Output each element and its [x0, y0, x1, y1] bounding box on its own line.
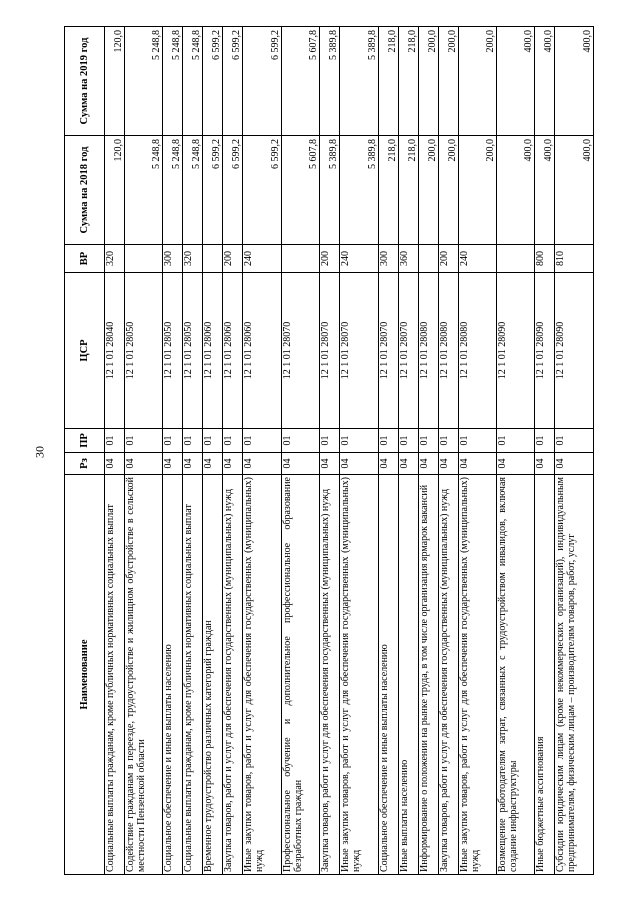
cell-rz: 04 [203, 453, 223, 475]
cell-name: Иные закупки товаров, работ и услуг для обеспечения государственных (муниципальных) нужд [243, 475, 281, 875]
header-sum-2019: Сумма на 2019 год [65, 27, 105, 136]
cell-pr: 01 [497, 429, 535, 453]
table-row [105, 27, 125, 875]
cell-vr: 300 [378, 245, 398, 273]
cell-pr: 01 [203, 429, 223, 453]
cell-rz: 04 [281, 453, 319, 475]
cell-pr: 01 [105, 429, 125, 453]
cell-sum-2019: 5 607,8 [281, 27, 319, 136]
cell-csr: 12 1 01 28050 [183, 273, 203, 429]
cell-pr: 01 [163, 429, 183, 453]
cell-sum-2018: 6 599,2 [223, 136, 243, 245]
cell-sum-2019: 218,0 [398, 27, 418, 136]
cell-csr: 12 1 01 28090 [555, 273, 594, 429]
cell-rz: 04 [125, 453, 163, 475]
cell-sum-2019: 5 248,8 [183, 27, 203, 136]
cell-rz: 04 [183, 453, 203, 475]
table-row [203, 27, 223, 875]
budget-table [64, 26, 594, 875]
cell-sum-2018: 120,0 [105, 136, 125, 245]
table-row [458, 27, 496, 875]
cell-sum-2018: 5 248,8 [125, 136, 163, 245]
cell-pr: 01 [555, 429, 594, 453]
cell-pr: 01 [183, 429, 203, 453]
cell-csr: 12 1 01 28080 [438, 273, 458, 429]
cell-vr: 240 [340, 245, 378, 273]
cell-sum-2018: 5 607,8 [281, 136, 319, 245]
cell-name: Информирование о положении на рынке труда, в том числе организация ярмарок вакансий [418, 475, 438, 875]
cell-name: Возмещение работодателям затрат, связанных с трудоустройством инвалидов, включая создание инфраструктуры [497, 475, 535, 875]
cell-name: Содействие гражданам в переезде, трудоустройстве и жилищном обустройстве в сельской местности Пензенской области [125, 475, 163, 875]
cell-sum-2018: 218,0 [378, 136, 398, 245]
cell-csr: 12 1 01 28080 [418, 273, 438, 429]
table-header-row [65, 27, 105, 875]
cell-vr: 810 [555, 245, 594, 273]
cell-csr: 12 1 01 28070 [398, 273, 418, 429]
table-row [378, 27, 398, 875]
table-row [497, 27, 535, 875]
cell-rz: 04 [418, 453, 438, 475]
cell-vr [203, 245, 223, 273]
cell-pr: 01 [398, 429, 418, 453]
table-row [163, 27, 183, 875]
cell-sum-2019: 6 599,2 [243, 27, 281, 136]
table-row [183, 27, 203, 875]
cell-name: Субсидии юридическим лицам (кроме некоммерческих организаций), индивидуальным предпринимателям, физическим лицам – производителям товаров, работ, услуг [555, 475, 594, 875]
cell-sum-2019: 200,0 [458, 27, 496, 136]
cell-rz: 04 [223, 453, 243, 475]
header-name: Наименование [65, 475, 105, 875]
cell-rz: 04 [458, 453, 496, 475]
cell-vr: 320 [105, 245, 125, 273]
cell-vr: 320 [183, 245, 203, 273]
cell-pr: 01 [125, 429, 163, 453]
table-row [438, 27, 458, 875]
cell-name: Профессиональное обучение и дополнительное профессиональное образование безработных граждан [281, 475, 319, 875]
header-sum-2018: Сумма на 2018 год [65, 136, 105, 245]
cell-rz: 04 [340, 453, 378, 475]
cell-csr: 12 1 01 28070 [340, 273, 378, 429]
cell-name: Иные закупки товаров, работ и услуг для обеспечения государственных (муниципальных) нужд [458, 475, 496, 875]
table-row [243, 27, 281, 875]
cell-sum-2019: 5 389,8 [320, 27, 340, 136]
cell-pr: 01 [223, 429, 243, 453]
table-row [535, 27, 555, 875]
cell-sum-2019: 6 599,2 [203, 27, 223, 136]
cell-pr: 01 [243, 429, 281, 453]
cell-sum-2019: 200,0 [418, 27, 438, 136]
cell-pr: 01 [458, 429, 496, 453]
cell-sum-2019: 400,0 [555, 27, 594, 136]
cell-vr: 200 [320, 245, 340, 273]
cell-name: Закупка товаров, работ и услуг для обеспечения государственных (муниципальных) нужд [438, 475, 458, 875]
cell-rz: 04 [438, 453, 458, 475]
cell-sum-2019: 6 599,2 [223, 27, 243, 136]
cell-sum-2019: 5 248,8 [163, 27, 183, 136]
cell-sum-2019: 400,0 [535, 27, 555, 136]
table-row [320, 27, 340, 875]
cell-csr: 12 1 01 28060 [203, 273, 223, 429]
cell-vr: 360 [398, 245, 418, 273]
cell-sum-2019: 5 389,8 [340, 27, 378, 136]
cell-vr: 240 [458, 245, 496, 273]
cell-vr [125, 245, 163, 273]
cell-name: Социальное обеспечение и иные выплаты населению [163, 475, 183, 875]
header-vr: ВР [65, 245, 105, 273]
page-number: 30 [32, 446, 47, 458]
cell-rz: 04 [378, 453, 398, 475]
cell-name: Закупка товаров, работ и услуг для обеспечения государственных (муниципальных) нужд [320, 475, 340, 875]
cell-pr: 01 [418, 429, 438, 453]
cell-rz: 04 [163, 453, 183, 475]
cell-csr: 12 1 01 28090 [497, 273, 535, 429]
cell-name: Временное трудоустройство различных категорий граждан [203, 475, 223, 875]
cell-vr [418, 245, 438, 273]
cell-name: Социальные выплаты гражданам, кроме публичных нормативных социальных выплат [105, 475, 125, 875]
header-pr: ПР [65, 429, 105, 453]
cell-vr: 200 [223, 245, 243, 273]
cell-sum-2019: 5 248,8 [125, 27, 163, 136]
cell-vr: 200 [438, 245, 458, 273]
cell-rz: 04 [320, 453, 340, 475]
cell-sum-2019: 120,0 [105, 27, 125, 136]
table-row [555, 27, 594, 875]
table-row [340, 27, 378, 875]
table-row [418, 27, 438, 875]
cell-name: Закупка товаров, работ и услуг для обеспечения государственных (муниципальных) нужд [223, 475, 243, 875]
cell-sum-2018: 400,0 [555, 136, 594, 245]
cell-name: Иные бюджетные ассигнования [535, 475, 555, 875]
cell-pr: 01 [438, 429, 458, 453]
cell-csr: 12 1 01 28050 [163, 273, 183, 429]
cell-sum-2018: 5 389,8 [320, 136, 340, 245]
table-row [125, 27, 163, 875]
cell-name: Иные закупки товаров, работ и услуг для обеспечения государственных (муниципальных) нужд [340, 475, 378, 875]
cell-pr: 01 [281, 429, 319, 453]
cell-sum-2018: 200,0 [458, 136, 496, 245]
header-csr: ЦСР [65, 273, 105, 429]
cell-sum-2018: 6 599,2 [203, 136, 223, 245]
cell-pr: 01 [378, 429, 398, 453]
cell-pr: 01 [535, 429, 555, 453]
cell-csr: 12 1 01 28040 [105, 273, 125, 429]
cell-name: Социальные выплаты гражданам, кроме публичных нормативных социальных выплат [183, 475, 203, 875]
cell-sum-2018: 6 599,2 [243, 136, 281, 245]
cell-csr: 12 1 01 28070 [378, 273, 398, 429]
cell-sum-2019: 218,0 [378, 27, 398, 136]
cell-vr: 300 [163, 245, 183, 273]
header-rz: Рз [65, 453, 105, 475]
table-row [281, 27, 319, 875]
table-body [105, 27, 594, 875]
cell-sum-2018: 5 389,8 [340, 136, 378, 245]
cell-rz: 04 [497, 453, 535, 475]
cell-vr: 240 [243, 245, 281, 273]
cell-csr: 12 1 01 28060 [243, 273, 281, 429]
cell-vr [281, 245, 319, 273]
cell-pr: 01 [340, 429, 378, 453]
cell-rz: 04 [555, 453, 594, 475]
cell-sum-2019: 200,0 [438, 27, 458, 136]
cell-rz: 04 [105, 453, 125, 475]
table-row [223, 27, 243, 875]
cell-vr: 800 [535, 245, 555, 273]
cell-name: Иные выплаты населению [398, 475, 418, 875]
cell-sum-2018: 400,0 [497, 136, 535, 245]
cell-sum-2018: 200,0 [438, 136, 458, 245]
cell-sum-2019: 400,0 [497, 27, 535, 136]
cell-sum-2018: 400,0 [535, 136, 555, 245]
budget-table-container [64, 27, 594, 875]
cell-rz: 04 [243, 453, 281, 475]
cell-sum-2018: 5 248,8 [183, 136, 203, 245]
cell-csr: 12 1 01 28070 [320, 273, 340, 429]
cell-sum-2018: 218,0 [398, 136, 418, 245]
table-row [398, 27, 418, 875]
cell-csr: 12 1 01 28090 [535, 273, 555, 429]
cell-sum-2018: 5 248,8 [163, 136, 183, 245]
cell-csr: 12 1 01 28050 [125, 273, 163, 429]
cell-csr: 12 1 01 28060 [223, 273, 243, 429]
cell-sum-2018: 200,0 [418, 136, 438, 245]
cell-rz: 04 [398, 453, 418, 475]
cell-csr: 12 1 01 28080 [458, 273, 496, 429]
cell-csr: 12 1 01 28070 [281, 273, 319, 429]
cell-pr: 01 [320, 429, 340, 453]
cell-rz: 04 [535, 453, 555, 475]
cell-name: Социальное обеспечение и иные выплаты населению [378, 475, 398, 875]
cell-vr [497, 245, 535, 273]
